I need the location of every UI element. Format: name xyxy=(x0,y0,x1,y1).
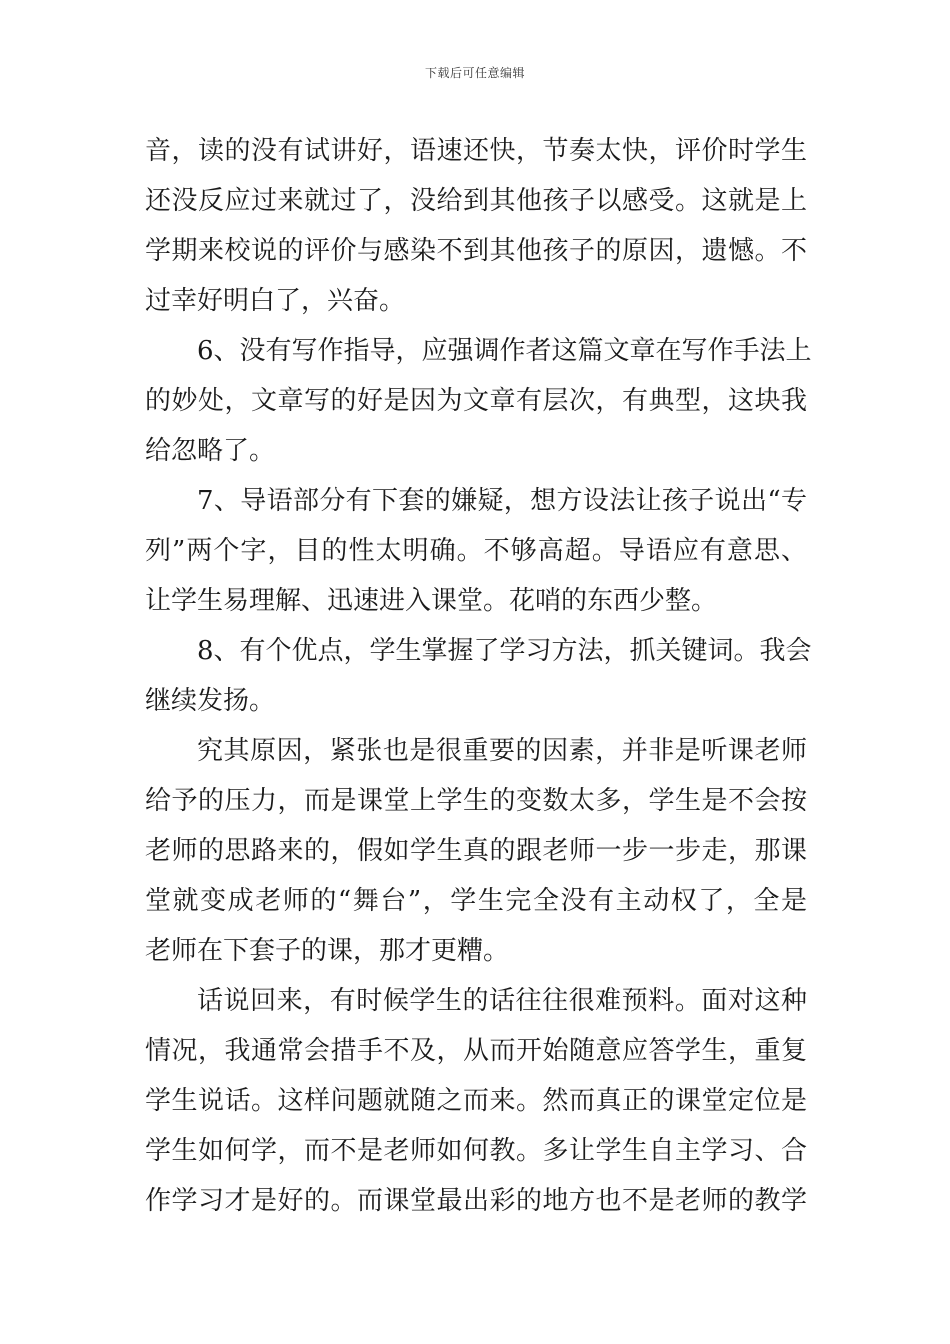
text-line: 音，读的没有试讲好，语速还快，节奏太快，评价时学生 xyxy=(145,136,807,166)
text-line: 学生如何学，而不是老师如何教。多让学生自主学习、合 xyxy=(145,1136,807,1166)
text-line: 老师在下套子的课，那才更糟。 xyxy=(145,936,510,966)
text-line: 学期来校说的评价与感染不到其他孩子的原因，遗憾。不 xyxy=(145,236,807,266)
paragraph-first-line: 7、导语部分有下套的嫌疑，想方设法让孩子说出“专 xyxy=(197,486,807,516)
text-line: 学生说话。这样问题就随之而来。然而真正的课堂定位是 xyxy=(145,1086,807,1116)
text-line: 老师的思路来的，假如学生真的跟老师一步一步走，那课 xyxy=(145,836,807,866)
page-header: 下载后可任意编辑 xyxy=(424,66,525,80)
text-line: 继续发扬。 xyxy=(145,686,276,716)
text-line: 还没反应过来就过了，没给到其他孩子以感受。这就是上 xyxy=(145,186,807,216)
text-line: 情况，我通常会措手不及，从而开始随意应答学生，重复 xyxy=(145,1036,807,1066)
text-line: 过幸好明白了，兴奋。 xyxy=(145,286,406,316)
paragraph-first-line: 话说回来，有时候学生的话往往很难预料。面对这种 xyxy=(197,986,807,1016)
text-line: 让学生易理解、迅速进入课堂。花哨的东西少整。 xyxy=(145,586,718,616)
paragraph-first-line: 6、没有写作指导，应强调作者这篇文章在写作手法上 xyxy=(197,336,812,366)
paragraph-first-line: 8、有个优点，学生掌握了学习方法，抓关键词。我会 xyxy=(197,636,812,666)
text-line: 给予的压力，而是课堂上学生的变数太多，学生是不会按 xyxy=(145,786,807,816)
text-line: 列”两个字，目的性太明确。不够高超。导语应有意思、 xyxy=(145,536,807,566)
text-line: 给忽略了。 xyxy=(145,436,276,466)
text-line: 堂就变成老师的“舞台”，学生完全没有主动权了，全是 xyxy=(145,886,807,916)
text-line: 作学习才是好的。而课堂最出彩的地方也不是老师的教学 xyxy=(145,1186,807,1216)
document-body xyxy=(145,126,812,1226)
paragraph-first-line: 究其原因，紧张也是很重要的因素，并非是听课老师 xyxy=(197,736,807,766)
text-line: 的妙处，文章写的好是因为文章有层次，有典型，这块我 xyxy=(145,386,807,416)
